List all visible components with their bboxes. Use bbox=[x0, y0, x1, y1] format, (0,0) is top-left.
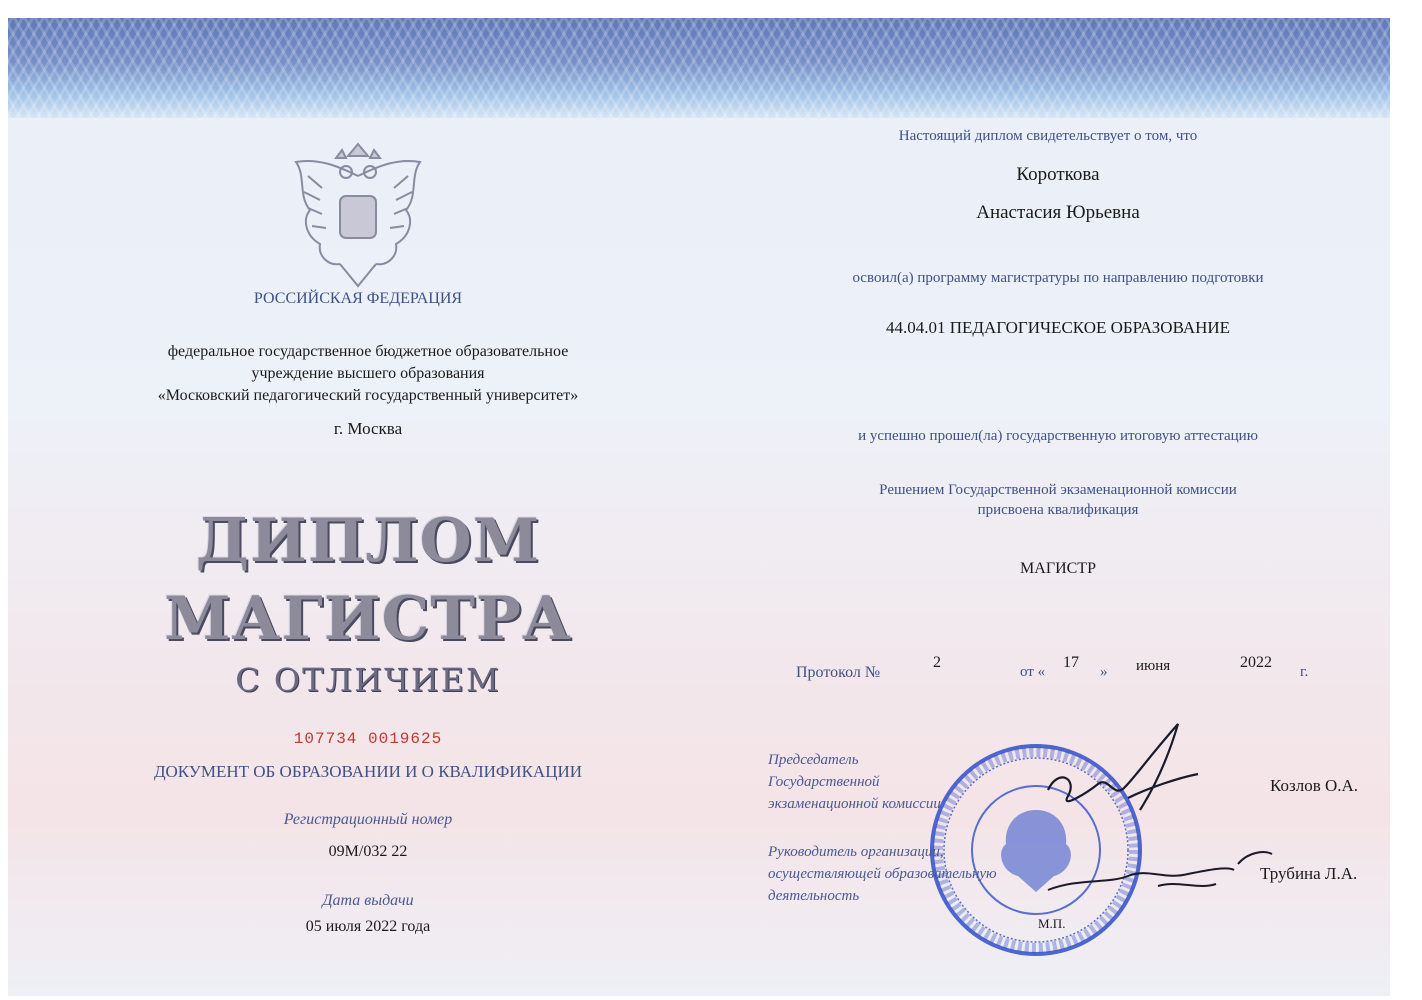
stamp-mark: М.П. bbox=[1038, 916, 1066, 931]
diploma-sheet bbox=[8, 18, 1390, 996]
attestation-text: и успешно прошел(ла) государственную итоговую аттестацию bbox=[858, 428, 1258, 444]
registration-number-label: Регистрационный номер bbox=[283, 811, 453, 828]
qualification-value: МАГИСТР bbox=[1020, 560, 1096, 577]
issue-date: 05 июля 2022 года bbox=[305, 918, 431, 935]
chair-name: Козлов О.А. bbox=[1270, 776, 1359, 795]
decision-line-1: Решением Государственной экзаменационной комиссии bbox=[879, 482, 1237, 498]
diploma-title-line-1: ДИПЛОМ bbox=[195, 506, 541, 576]
certifies-text: Настоящий диплом свидетельствует о том, что bbox=[898, 128, 1198, 144]
protocol-quote-close: » bbox=[1100, 664, 1108, 680]
chair-title-line-1: Председатель bbox=[768, 752, 859, 768]
chair-signature-icon bbox=[1028, 718, 1208, 838]
decision-line-2: присвоена квалификация bbox=[977, 502, 1139, 518]
graduate-given-names: Анастасия Юрьевна bbox=[976, 202, 1140, 223]
graduate-surname: Короткова bbox=[1016, 164, 1100, 185]
issue-date-label: Дата выдачи bbox=[322, 892, 414, 909]
head-name: Трубина Л.А. bbox=[1260, 864, 1358, 883]
chair-title-line-3: экзаменационной комиссии bbox=[768, 796, 941, 812]
city-label: г. Москва bbox=[333, 419, 403, 438]
head-title-line-3: деятельность bbox=[768, 888, 860, 904]
coat-of-arms-icon bbox=[278, 136, 438, 294]
diploma-title-line-2: МАГИСТРА bbox=[164, 584, 572, 654]
program-text: освоил(а) программу магистратуры по направлению подготовки bbox=[852, 270, 1264, 286]
protocol-year-suffix: г. bbox=[1300, 664, 1309, 680]
institution-line-2: учреждение высшего образования bbox=[251, 365, 485, 382]
chair-title-line-2: Государственной bbox=[768, 774, 880, 790]
protocol-number: 2 bbox=[933, 654, 941, 671]
head-title-line-2: осуществляющей образовательную bbox=[768, 866, 997, 882]
security-pattern-band bbox=[8, 18, 1390, 118]
protocol-year: 2022 bbox=[1240, 654, 1272, 671]
country-label: РОССИЙСКАЯ ФЕДЕРАЦИЯ bbox=[253, 290, 463, 307]
institution-line-1: федеральное государственное бюджетное образовательное bbox=[167, 343, 569, 360]
serial-number: 107734 0019625 bbox=[293, 730, 443, 748]
program-name: 44.04.01 ПЕДАГОГИЧЕСКОЕ ОБРАЗОВАНИЕ bbox=[885, 318, 1231, 337]
protocol-month: июня bbox=[1136, 658, 1171, 674]
head-signature-icon bbox=[1038, 840, 1278, 920]
protocol-day: 17 bbox=[1063, 654, 1079, 671]
registration-number: 09М/032 22 bbox=[328, 843, 408, 860]
protocol-label: Протокол № bbox=[796, 664, 881, 681]
head-title-line-1: Руководитель организации, bbox=[768, 844, 944, 860]
diploma-title-line-3: С ОТЛИЧИЕМ bbox=[235, 661, 501, 699]
institution-line-3: «Московский педагогический государственный университет» bbox=[157, 387, 579, 404]
document-type-label: ДОКУМЕНТ ОБ ОБРАЗОВАНИИ И О КВАЛИФИКАЦИИ bbox=[153, 762, 583, 781]
protocol-from-label: от « bbox=[1020, 664, 1046, 680]
